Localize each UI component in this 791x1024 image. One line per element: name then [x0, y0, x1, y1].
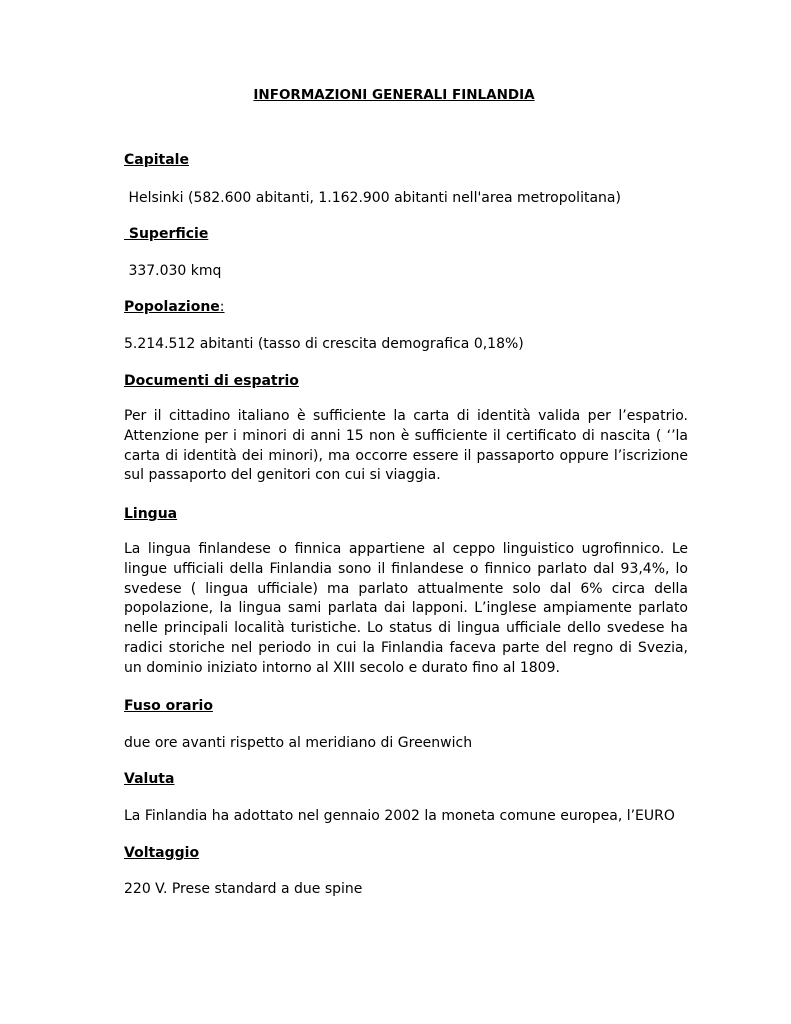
section-heading-superficie: [124, 224, 688, 244]
heading-popolazione: Popolazione: [124, 299, 220, 315]
section-body-voltaggio: 220 V. Prese standard a due spine: [124, 881, 363, 897]
heading-voltaggio: Voltaggio: [124, 845, 200, 861]
section-heading-valuta: [124, 769, 688, 789]
heading-popolazione-colon: :: [219, 299, 225, 315]
section-body-popolazione: 5.214.512 abitanti (tasso di crescita demografica 0,18%): [124, 336, 524, 352]
section-body-fuso: due ore avanti rispetto al meridiano di Greenwich: [124, 735, 473, 751]
heading-superficie: Superficie: [124, 226, 209, 242]
section-body-superficie: 337.030 kmq: [124, 263, 222, 279]
section-heading-voltaggio: [124, 843, 688, 863]
section-heading-fuso: [124, 696, 688, 716]
section-body-valuta: La Finlandia ha adottato nel gennaio 2002 la moneta comune europea, l’EURO: [124, 808, 675, 824]
section-heading-documenti: [124, 371, 688, 391]
section-body-documenti: Per il cittadino italiano è sufficiente la carta di identità valida per l’espatrio. Attenzione per i minori di anni 15 non è sufficiente il certificato di nascita ( ‘’la carta di identità dei minori), ma occorre essere il passaporto oppure l’iscrizione sul passaporto del genitori con cui si viaggia.: [124, 408, 688, 484]
document-title: INFORMAZIONI GENERALI FINLANDIA: [253, 87, 535, 103]
section-heading-capitale: [124, 150, 688, 170]
section-heading-lingua: [124, 504, 688, 524]
heading-fuso: Fuso orario: [124, 698, 213, 714]
section-body-lingua: La lingua finlandese o finnica appartiene al ceppo linguistico ugrofinnico. Le lingue ufficiali della Finlandia sono il finlandese o finnico parlato dal 93,4%, lo svedese ( lingua ufficiale) ma parlato attualmente solo dal 6% circa della popolazione, la lingua sami parlata dai lapponi. L’inglese ampiamente parlato nelle principali località turistiche. Lo status di lingua ufficiale dello svedese ha radici storiche nel periodo in cui la Finlandia faceva parte del regno di Svezia, un dominio iniziato intorno al XIII secolo e durato fino al 1809.: [124, 541, 688, 676]
heading-capitale: Capitale: [124, 152, 189, 168]
section-heading-popolazione: [124, 297, 688, 317]
heading-valuta: Valuta: [124, 771, 175, 787]
heading-lingua: Lingua: [124, 506, 178, 522]
heading-documenti: Documenti di espatrio: [124, 373, 299, 389]
section-body-capitale: Helsinki (582.600 abitanti, 1.162.900 abitanti nell'area metropolitana): [124, 190, 621, 206]
document-page: [124, 0, 688, 1024]
